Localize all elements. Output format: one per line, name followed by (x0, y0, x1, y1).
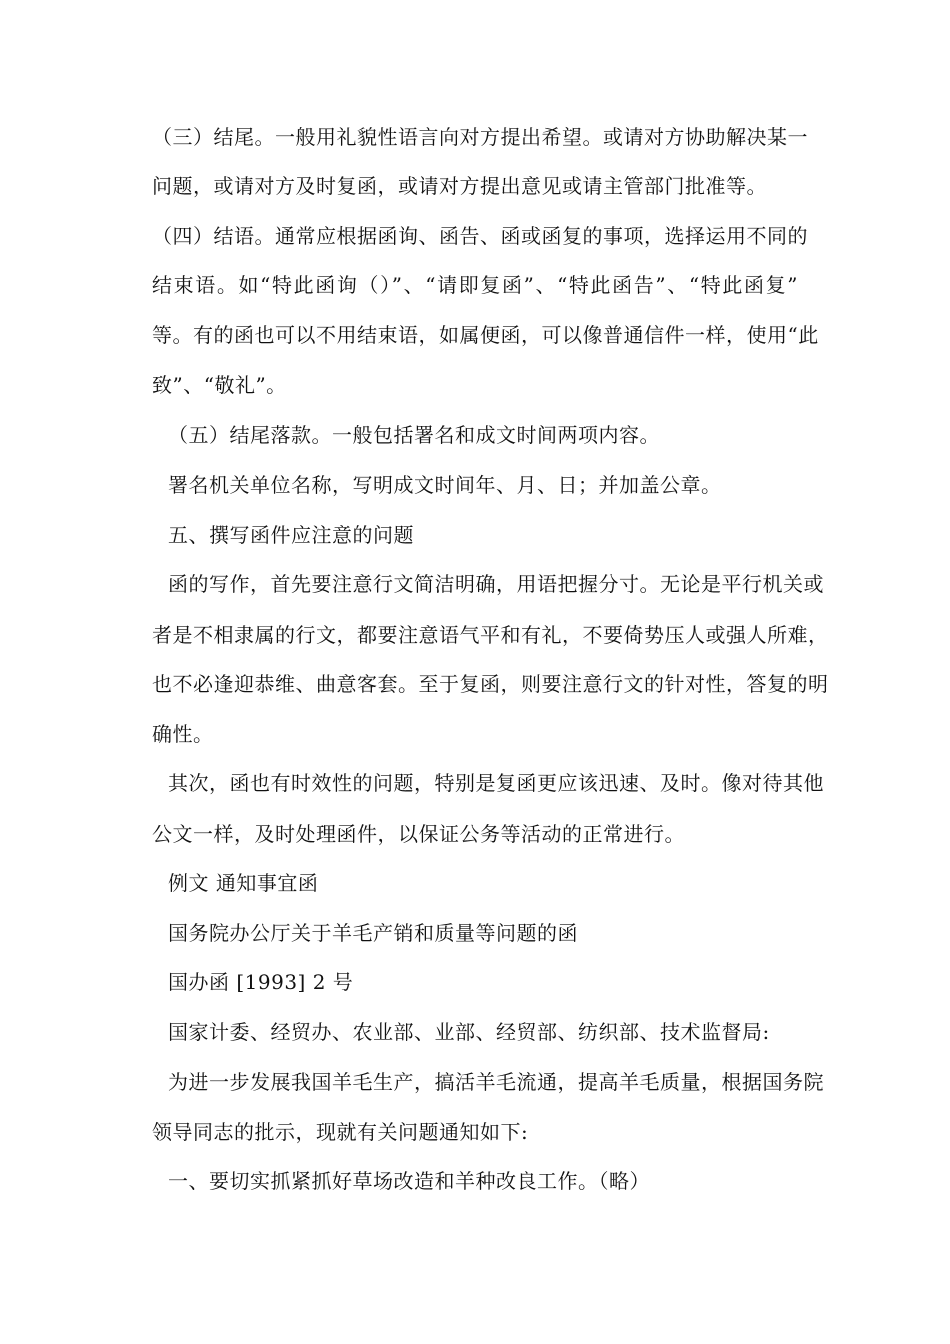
paragraph-writing-line-4: 确性。 (152, 722, 214, 746)
paragraph-timeliness-line-1: 其次，函也有时效性的问题，特别是复函更应该迅速、及时。像对待其他 (168, 771, 824, 795)
example-body-line-1: 为进一步发展我国羊毛生产，搞活羊毛流通，提高羊毛质量，根据国务院 (168, 1070, 824, 1094)
paragraph-timeliness-line-2: 公文一样，及时处理函件，以保证公务等活动的正常进行。 (152, 822, 685, 846)
paragraph-signature: （五）结尾落款。一般包括署名和成文时间两项内容。 (168, 423, 660, 447)
paragraph-writing-line-3: 也不必逢迎恭维、曲意客套。至于复函，则要注意行文的针对性，答复的明 (152, 672, 829, 696)
paragraph-ending-line-1: （四）结语。通常应根据函询、函告、函或函复的事项，选择运用不同的 (152, 224, 808, 248)
paragraph-ending-line-4: 致”、“敬礼”。 (152, 373, 287, 397)
paragraph-ending-line-2: 结束语。如“特此函询（）”、“请即复函”、“特此函告”、“特此函复” (152, 273, 798, 297)
example-recipients: 国家计委、经贸办、农业部、业部、经贸部、纺织部、技术监督局: (168, 1020, 770, 1044)
paragraph-writing-line-2: 者是不相隶属的行文，都要注意语气平和有礼，不要倚势压人或强人所难， (152, 623, 829, 647)
example-label: 例文 通知事宜函 (168, 871, 319, 895)
example-item-one: 一、要切实抓紧抓好草场改造和羊种改良工作。（略） (168, 1169, 650, 1193)
paragraph-closing-line-2: 问题，或请对方及时复函，或请对方提出意见或请主管部门批准等。 (152, 174, 767, 198)
paragraph-signature-detail: 署名机关单位名称，写明成文时间年、月、日；并加盖公章。 (168, 473, 722, 497)
example-document-number: 国办函 [1993] 2 号 (168, 970, 354, 994)
paragraph-ending-line-3: 等。有的函也可以不用结束语，如属便函，可以像普通信件一样，使用“此 (152, 323, 819, 347)
example-title: 国务院办公厅关于羊毛产销和质量等问题的函 (168, 921, 578, 945)
paragraph-closing-line-1: （三）结尾。一般用礼貌性语言向对方提出希望。或请对方协助解决某一 (152, 125, 808, 149)
paragraph-writing-line-1: 函的写作，首先要注意行文简洁明确，用语把握分寸。无论是平行机关或 (168, 572, 824, 596)
example-body-line-2: 领导同志的批示，现就有关问题通知如下: (152, 1120, 529, 1144)
section-heading-five: 五、撰写函件应注意的问题 (168, 523, 414, 547)
